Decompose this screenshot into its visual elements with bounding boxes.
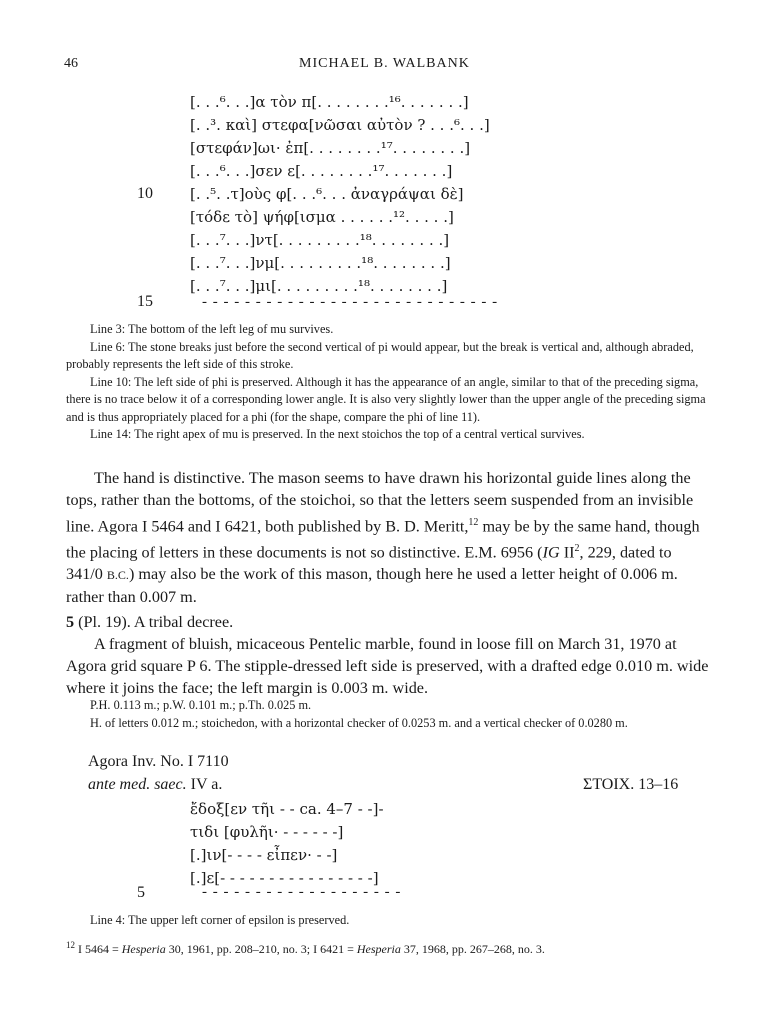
footnote-mark: 12 [66, 940, 75, 950]
inscription-break: - - - - - - - - - - - - - - - - - - - - - - - - - - - - [202, 294, 499, 310]
edition-sup: 2 [574, 542, 580, 554]
description-text: A fragment of bluish, micaceous Pentelic marble, found in loose fill on March 31, 1970 at Agora grid square P 6. The stipple-dressed left side is preserved, with a drafted edge 0.010 m. wide where it joins the face; the left margin is 0.003 m. wide. [66, 635, 709, 697]
dimensions [66, 697, 712, 732]
paragraph-text: The hand is distinctive. The mason seems to have drawn his horizontal guide lines along the tops, rather than the bottoms, of the stoichoi, so that the letters seem suspended from an invisible line. Agora I 5464 and I 6421, both published by B. D. Meritt, [66, 469, 694, 535]
footnote-text: I 5464 = [75, 942, 122, 956]
inscription-line: [. .⁵. .τ]οὺς φ[. . .⁶. . . ἀναγράψαι δὲ] [190, 185, 464, 203]
inscription-line: [. . .⁶. . .]α τὸν π[. . . . . . . .¹⁶. . . . . . .] [190, 93, 469, 111]
inscription-break: - - - - - - - - - - - - - - - - - - - [202, 884, 402, 900]
footnote-text: 30, 1961, pp. 208–210, no. 3; I 6421 = [165, 942, 357, 956]
section-heading [66, 613, 233, 632]
paragraph-text: may be by the same hand, though the placing of letters in these documents is not so distinctive. E.M. 6956 ( [66, 516, 700, 562]
note-line-6: Line 6: The stone breaks just before the second vertical of pi would appear, but the break is vertical and, although abraded, probably represents the left side of this stroke. [66, 339, 694, 371]
journal-title: Hesperia [121, 942, 166, 956]
commentary-paragraph [66, 468, 712, 609]
journal-title: Hesperia [356, 942, 401, 956]
section-title: (Pl. 19). A tribal decree. [74, 613, 234, 631]
inscription-line: [. . .⁷. . .]νμ[. . . . . . . . .¹⁸. . . . . . . .] [190, 254, 451, 272]
running-head: MICHAEL B. WALBANK [299, 56, 470, 71]
paragraph-text: ) may also be the work of this mason, though here he used a letter height of 0.006 m. rather than 0.007 m. [66, 564, 678, 606]
line-number: 15 [137, 293, 153, 310]
date-line [88, 776, 222, 794]
section-description [66, 634, 712, 699]
section-number: 5 [66, 613, 75, 631]
footnote-text: 37, 1968, pp. 267–268, no. 3. [400, 942, 545, 956]
note-line-10: Line 10: The left side of phi is preserved. Although it has the appearance of an angle, similar to that of the preceding sigma, there is no trace below it of a corresponding lower angle. It is also very slightly lower than the upper angle of the preceding sigma and is thus appropriately placed for a phi (for the shape, compare the phi of line 11). [66, 374, 706, 424]
inscription-line: ἔδοξ[εν τῆι - - ca. 4–7 - -]- [190, 800, 384, 818]
paragraph-text: II [559, 543, 575, 562]
note-line-14: Line 14: The right apex of mu is preserved. In the next stoichos the top of a central vertical survives. [90, 427, 585, 441]
note-line-4: Line 4: The upper left corner of epsilon is preserved. [90, 913, 350, 927]
epigraphic-note-5 [66, 912, 712, 930]
dimensions-line: P.H. 0.113 m.; p.W. 0.101 m.; p.Th. 0.025 m. [90, 698, 312, 712]
inscription-line: [. . .⁷. . .]μι[. . . . . . . . .¹⁸. . . . . . . .] [190, 277, 448, 295]
inscription-line: τιδι [φυλῆι· - - - - - -] [190, 823, 344, 841]
date-italic: ante med. saec. [88, 776, 187, 793]
inscription-line: [. . .⁷. . .]ντ[. . . . . . . . .¹⁸. . . . . . . .] [190, 231, 450, 249]
inscription-line: [. . .⁶. . .]σεν ε[. . . . . . . .¹⁷. . . . . . .] [190, 162, 453, 180]
note-line-3: Line 3: The bottom of the left leg of mu survives. [90, 322, 334, 336]
bc-abbrev: B.C. [106, 567, 129, 582]
inscription-line: [τόδε τὸ] ψήφ[ισμα . . . . . .¹². . . . .] [190, 208, 454, 226]
dimensions-line: H. of letters 0.012 m.; stoichedon, with a horizontal checker of 0.0253 m. and a vertical checker of 0.0280 m. [90, 715, 628, 730]
epigraphic-notes [66, 321, 712, 444]
inventory-number: Agora Inv. No. I 7110 [88, 753, 229, 770]
date-rest: IV a. [186, 776, 223, 793]
inscription-line: [.]ιν[- - - - εἶπεν· - -] [190, 846, 338, 864]
footnote [66, 940, 545, 957]
inscription-line: [στεφάν]ωι· ἐπ[. . . . . . . .¹⁷. . . . . . . .] [190, 139, 471, 157]
ig-abbrev: IG [542, 543, 560, 562]
footnote-ref[interactable]: 12 [468, 516, 479, 528]
inscription-line: [. .³. καὶ] στεφα[νῶσαι αὐτὸν ? . . .⁶. . .] [190, 116, 490, 134]
stoichedon-label: ΣΤΟΙΧ. 13–16 [583, 776, 679, 793]
line-number: 10 [137, 185, 153, 202]
inscription-line: [.]ε[- - - - - - - - - - - - - - - -] [190, 869, 379, 887]
paragraph-text: , 229, dated to 341/0 [66, 543, 672, 583]
line-number: 5 [137, 884, 145, 901]
page-number: 46 [64, 56, 78, 71]
